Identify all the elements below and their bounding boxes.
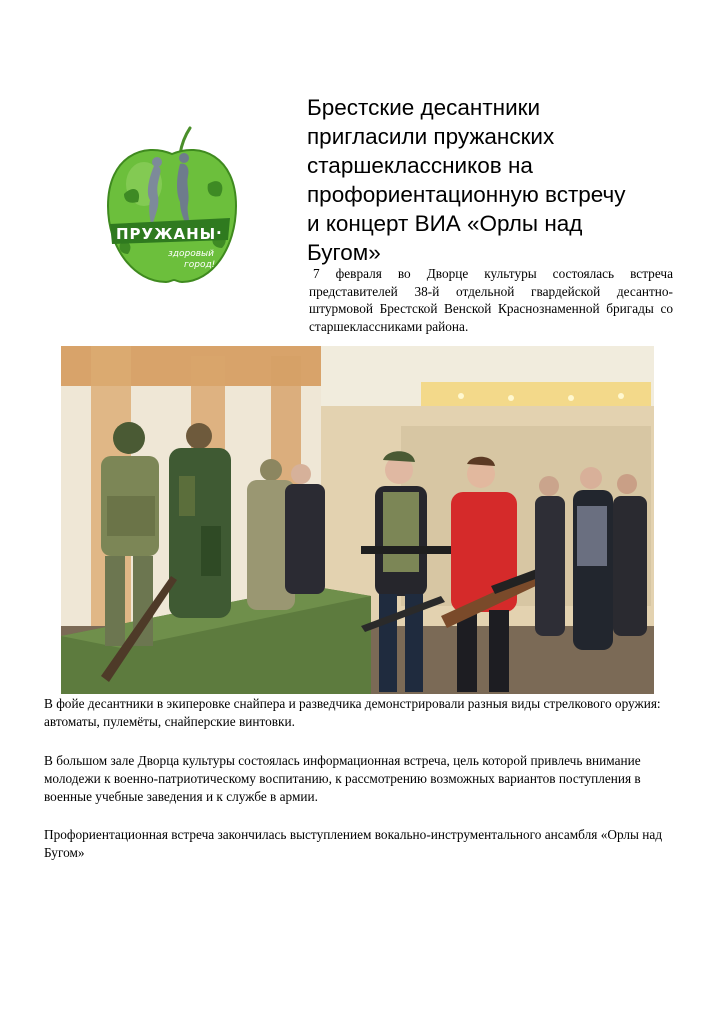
- logo-tagline-1: здоровый: [168, 249, 214, 259]
- soldiers-photo: [61, 346, 654, 694]
- article-lead: 7 февраля во Дворце культуры состоялась встреча представителей 38-й отдельной гвардейской десантно-штурмовой Брестской Венской Краснознаменной бригады со старшеклассниками района.: [309, 266, 673, 334]
- logo-dot: ·: [216, 224, 223, 242]
- article-paragraph-3: Профориентационная встреча закончилась выступлением вокально-инструментального ансамбля «Орлы над Бугом»: [44, 827, 663, 860]
- pruzhany-logo: [104, 124, 240, 286]
- logo-tagline-2: город!: [184, 260, 216, 270]
- apple-logo-icon: [104, 124, 240, 286]
- article-paragraph-2: В большом зале Дворца культуры состоялась информационная встреча, цель которой привлечь внимание молодежи к военно-патриотическому воспитанию, к рассмотрению возможных вариантов поступления в военные учебные заведения и к службе в армии.: [44, 753, 641, 804]
- photo-caption: В фойе десантники в экиперовке снайпера и разведчика демонстрировали разныя виды стрелкового оружия: автоматы, пулемёты, снайперские винтовки.: [44, 696, 661, 729]
- logo-name: ПРУЖАНЫ: [116, 225, 217, 243]
- article-headline: Брестские десантники пригласили пружанских старшеклассников на профориентационную встречу и концерт ВИА «Орлы над Бугом»: [307, 95, 626, 265]
